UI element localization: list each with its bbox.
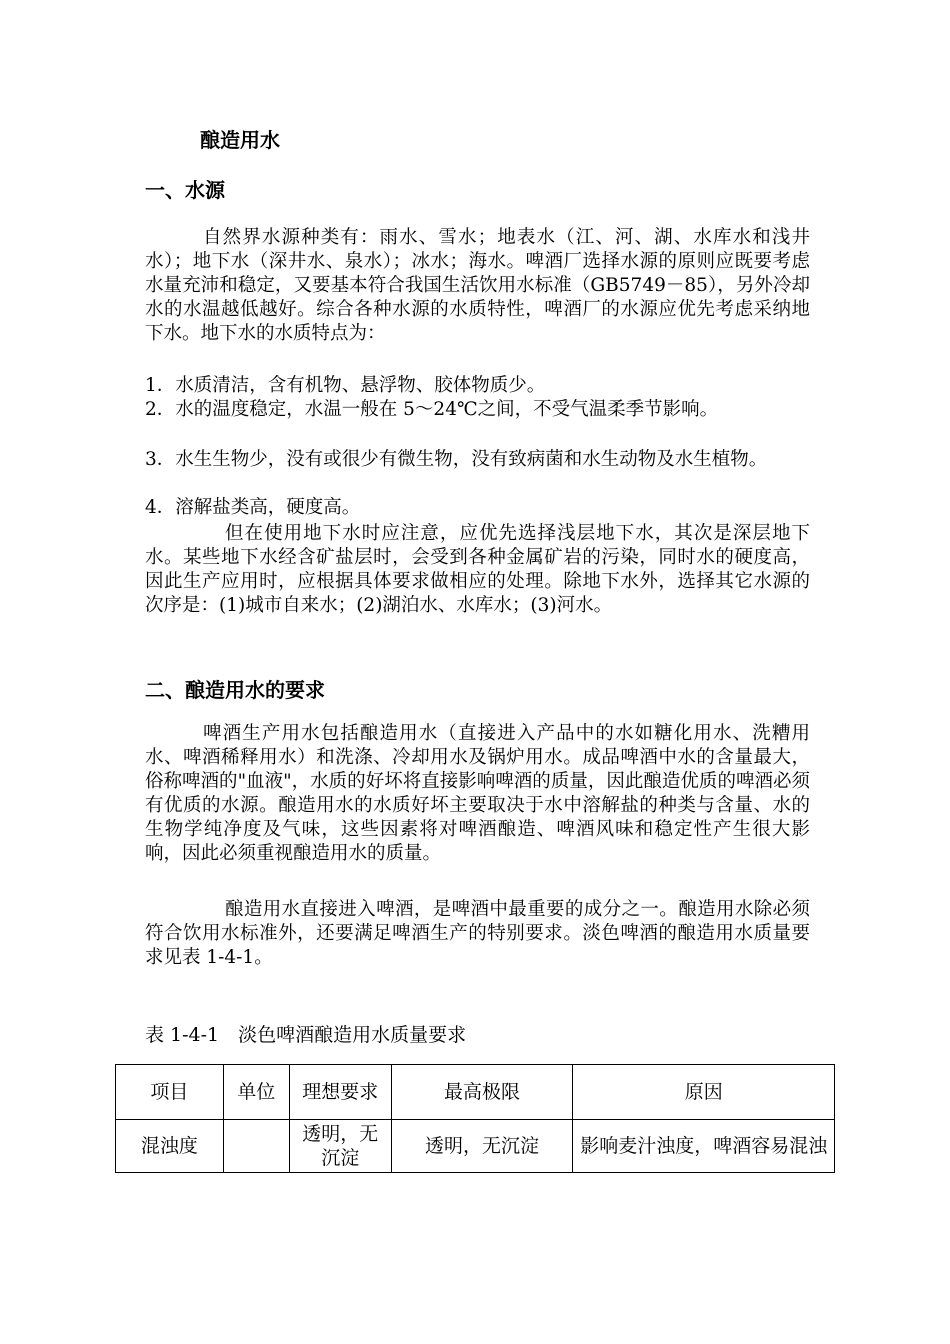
column-header-ideal: 理想要求 [289, 1065, 391, 1120]
cell-item: 混浊度 [116, 1120, 224, 1173]
column-header-item: 项目 [116, 1065, 224, 1120]
cell-reason: 影响麦汁浊度，啤酒容易混浊 [573, 1120, 835, 1173]
cell-ideal: 透明，无沉淀 [289, 1120, 391, 1173]
document-title: 酿造用水 [200, 128, 280, 152]
table-caption: 表 1-4-1 淡色啤酒酿造用水质量要求 [145, 1024, 467, 1046]
table-header-row [116, 1065, 835, 1120]
list-item: 1．水质清洁，含有机物、悬浮物、胶体物质少。 [145, 375, 546, 396]
water-quality-table [115, 1064, 835, 1173]
paragraph-brewing-water-usage: 啤酒生产用水包括酿造用水（直接进入产品中的水如糖化用水、洗糟用水、啤酒稀释用水）和洗涤、冷却用水及锅炉用水。成品啤酒中水的含量最大，俗称啤酒的"血液"，水质的好坏将直接影响啤酒的质量，因此酿造优质的啤酒必须有优质的水源。酿造用水的水质好坏主要取决于水中溶解盐的种类与含量、水的生物学纯净度及气味，这些因素将对啤酒酿造、啤酒风味和稳定性产生很大影响，因此必须重视酿造用水的质量。 [145, 723, 810, 864]
list-item: 3．水生生物少，没有或很少有微生物，没有致病菌和水生动物及水生植物。 [145, 449, 768, 470]
table-row [116, 1120, 835, 1173]
section-heading-brewing-water-requirements: 二、酿造用水的要求 [145, 678, 325, 702]
list-item: 4．溶解盐类高，硬度高。 [145, 497, 361, 518]
section-heading-water-source: 一、水源 [145, 178, 225, 202]
column-header-max-limit: 最高极限 [391, 1065, 573, 1120]
column-header-unit: 单位 [223, 1065, 289, 1120]
paragraph-brewing-water-standard: 酿造用水直接进入啤酒，是啤酒中最重要的成分之一。酿造用水除必须符合饮用水标准外，还要满足啤酒生产的特别要求。淡色啤酒的酿造用水质量要求见表 1-4-1。 [145, 899, 810, 968]
cell-max-limit: 透明，无沉淀 [391, 1120, 573, 1173]
column-header-reason: 原因 [573, 1065, 835, 1120]
list-item: 2．水的温度稳定，水温一般在 5～24℃之间，不受气温柔季节影响。 [145, 399, 719, 420]
cell-unit [223, 1120, 289, 1173]
paragraph-groundwater-notes: 但在使用地下水时应注意，应优先选择浅层地下水，其次是深层地下水。某些地下水经含矿盐层时，会受到各种金属矿岩的污染，同时水的硬度高，因此生产应用时，应根据具体要求做相应的处理。除地下水外，选择其它水源的次序是：(1)城市自来水；(2)湖泊水、水库水；(3)河水。 [145, 523, 810, 616]
paragraph-water-source-intro: 自然界水源种类有：雨水、雪水；地表水（江、河、湖、水库水和浅井水）；地下水（深井水、泉水）；冰水；海水。啤酒厂选择水源的原则应既要考虑水量充沛和稳定，又要基本符合我国生活饮用水标准（GB5749－85），另外冷却水的水温越低越好。综合各种水源的水质特性，啤酒厂的水源应优先考虑采纳地下水。地下水的水质特点为： [145, 227, 810, 344]
